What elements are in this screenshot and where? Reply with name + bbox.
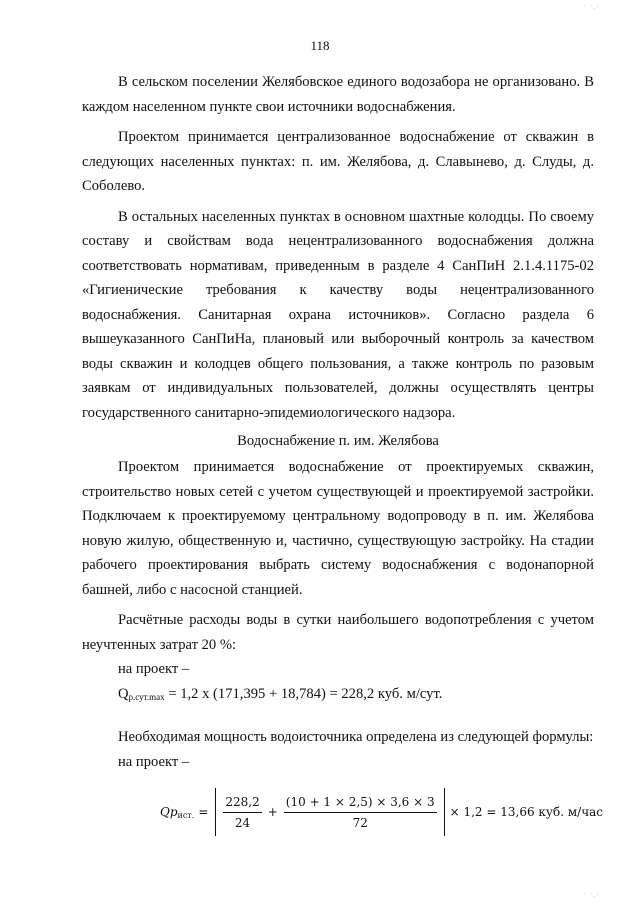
section-heading: Водоснабжение п. им. Желябова	[237, 433, 439, 449]
paragraph-1: В сельском поселении Желябовское единого водозабора не организовано. В каждом населенном пункте свои источники водоснабжения.	[82, 74, 594, 115]
formula-daily-flow	[118, 682, 594, 710]
formula2-lhs-subscript: ист.	[177, 810, 195, 820]
paragraph-3: В остальных населенных пунктах в основном шахтные колодцы. По своему составу и свойствам вода нецентрализованного водоснабжения должна соответствовать нормативам, приведенным в разделе 4 СанПиН 2.1.4.1175-02 «Гигиенические требования к качеству воды нецентрализованного водоснабжения. Санитарная охрана источников». Согласно раздела 6 вышеуказанного СанПиНа, плановый или выборочный контроль за качеством воды скважин и колодцев общего пользования, а также контроль по разовым заявкам от индивидуальных пользователей, должны осуществлять центры государственного санитарно-эпидемиологического надзора.	[82, 208, 594, 421]
scan-mark-top: · ·.·	[583, 2, 600, 11]
page-number: 118	[310, 38, 330, 53]
paragraph-6: Необходимая мощность водоисточника определена из следующей формулы:	[118, 729, 594, 745]
paragraph-2: Проектом принимается централизованное водоснабжение от скважин в следующих населенных пунктах: п. им. Желябова, д. Славынево, д. Слуды, д. Соболево.	[82, 129, 594, 194]
formula2-result: × 1,2 = 13,66 куб. м/час	[449, 805, 604, 819]
scan-mark-bottom: · ·.·	[583, 890, 600, 899]
paragraph-5: Расчётные расходы воды в сутки наибольшего водопотребления с учетом неучтенных затрат 20 %:	[82, 612, 594, 653]
formula2-fraction-2	[284, 795, 437, 830]
formula2-fraction-1	[223, 795, 261, 830]
fraction-1-numerator: 228,2	[223, 795, 261, 813]
na-proekt-label-2: на проект –	[118, 753, 190, 770]
na-proekt-label-1: на проект –	[118, 661, 190, 677]
formula1-q: Q	[118, 685, 129, 702]
formula1-expression: = 1,2 х (171,395 + 18,784) = 228,2 куб. м/сут.	[164, 685, 443, 702]
fraction-2-numerator: (10 + 1 × 2,5) × 3,6 × 3	[284, 795, 437, 813]
formula2-bracket-right	[444, 788, 445, 836]
paragraph-4: Проектом принимается водоснабжение от проектируемых скважин, строительство новых сетей с учетом существующей и проектируемой застройки. Подключаем к проектируемому центральному водопроводу в п. им. Желябова новую жилую, общественную и, частично, существующую застройку. На стадии рабочего проектирования выбрать систему водоснабжения с водонапорной башней, либо с насосной станцией.	[82, 459, 594, 598]
fraction-2-denominator: 72	[352, 815, 368, 830]
formula1-subscript: р.сут.max	[128, 691, 165, 702]
document-body	[82, 70, 604, 836]
formula2-lhs: $Qp_{ист.}$	[160, 804, 195, 820]
formula-source-capacity	[160, 788, 604, 836]
formula2-plus: +	[267, 805, 278, 819]
formula2-bracket-left	[215, 788, 216, 836]
formula2-equals: =	[198, 805, 209, 819]
fraction-1-denominator: 24	[234, 815, 251, 830]
